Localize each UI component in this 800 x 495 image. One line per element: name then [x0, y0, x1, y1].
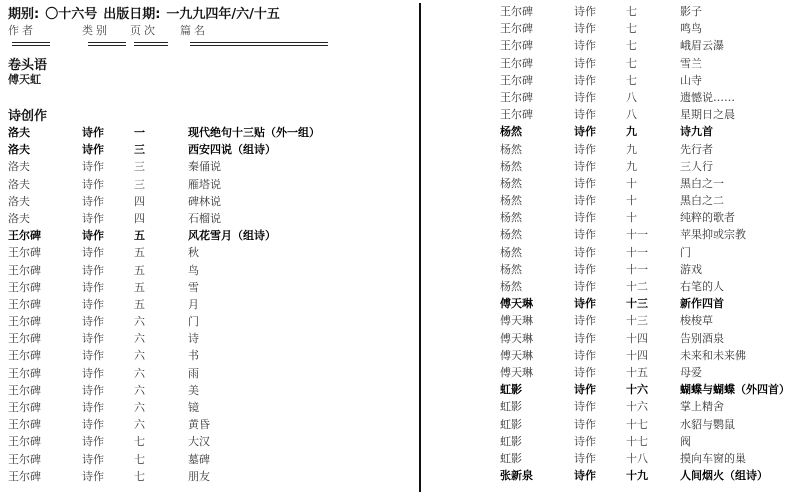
entry-page: 七	[626, 39, 637, 53]
entry-author: 王尔碑	[500, 5, 533, 18]
entry-title: 风花雪月（组诗）	[188, 229, 276, 243]
entry-category: 诗作	[574, 108, 596, 122]
entry-category: 诗作	[82, 211, 104, 225]
entry-title: 水貂与鹦鼠	[680, 417, 735, 431]
entry-category: 诗作	[574, 176, 596, 190]
entry-author: 王尔碑	[8, 366, 41, 380]
entry-page: 五	[134, 297, 145, 311]
entry-author: 王尔碑	[500, 108, 533, 122]
entry-author: 杨然	[500, 228, 522, 242]
entry-title: 石榴说	[188, 211, 221, 225]
entry-category: 诗作	[574, 56, 596, 70]
entry-page: 七	[134, 469, 145, 483]
entry-title: 月	[188, 297, 199, 311]
entry-title: 苹果抑或宗教	[680, 228, 746, 242]
entry-page: 六	[134, 383, 145, 397]
entry-author: 王尔碑	[500, 39, 533, 53]
entry-category: 诗作	[574, 365, 596, 379]
publish-date-label: 出版日期:	[103, 7, 161, 22]
entry-title: 秋	[188, 246, 199, 260]
entry-page: 九	[626, 159, 637, 173]
entry-author: 王尔碑	[8, 297, 41, 311]
entry-title: 纯粹的歌者	[680, 211, 735, 225]
entry-title: 阀	[680, 434, 691, 448]
entry-author: 王尔碑	[500, 56, 533, 70]
entry-title: 掌上精舍	[680, 400, 724, 414]
entry-title: 秦俑说	[188, 160, 221, 174]
entry-category: 诗作	[82, 452, 104, 466]
entry-category: 诗作	[574, 280, 596, 293]
entry-category: 诗作	[82, 366, 104, 380]
entry-category: 诗作	[574, 331, 596, 345]
entry-title: 西安四说（组诗）	[188, 143, 276, 157]
entry-author: 杨然	[500, 245, 522, 259]
entry-page: 十	[626, 211, 637, 225]
entry-title: 雪	[188, 280, 199, 294]
entry-category: 诗作	[82, 418, 104, 432]
entry-title: 书	[188, 349, 199, 363]
header-rule	[88, 42, 126, 46]
entry-author: 傅天琳	[500, 348, 533, 362]
entry-page: 九	[626, 125, 637, 139]
entry-author: 王尔碑	[8, 263, 41, 277]
entry-page: 十五	[626, 365, 648, 379]
entry-title: 山寺	[680, 73, 702, 87]
entry-page: 十四	[626, 331, 648, 345]
entry-author: 杨然	[500, 280, 522, 293]
entry-category: 诗作	[82, 383, 104, 397]
entry-category: 诗作	[574, 297, 596, 311]
entry-category: 诗作	[82, 143, 104, 157]
entry-author: 王尔碑	[8, 280, 41, 294]
issue-label: 期别:	[8, 7, 40, 22]
entry-page: 三	[134, 177, 145, 191]
entry-page: 七	[626, 22, 637, 36]
entry-author: 洛夫	[8, 211, 30, 225]
entry-category: 诗作	[82, 435, 104, 449]
entry-author: 王尔碑	[500, 22, 533, 36]
entry-author: 杨然	[500, 125, 522, 139]
entry-category: 诗作	[82, 349, 104, 363]
entry-author: 王尔碑	[8, 246, 41, 260]
section-title-poetry: 诗创作	[8, 109, 48, 124]
entry-title: 告别酒泉	[680, 331, 724, 345]
entry-author: 虹影	[500, 451, 522, 465]
entry-category: 诗作	[82, 315, 104, 329]
header-rule	[12, 42, 50, 46]
entry-page: 八	[626, 90, 637, 104]
entry-page: 七	[626, 56, 637, 70]
column-header-category: 类别	[82, 24, 110, 37]
entry-title: 遗憾说……	[680, 90, 735, 104]
entry-author: 杨然	[500, 194, 522, 208]
entry-page: 九	[626, 142, 637, 156]
entry-title: 现代绝句十三贴（外一组）	[188, 126, 320, 139]
entry-page: 十一	[626, 228, 648, 242]
entry-page: 十四	[626, 348, 648, 362]
entry-category: 诗作	[82, 263, 104, 277]
entry-page: 七	[134, 452, 145, 466]
entry-category: 诗作	[82, 469, 104, 483]
entry-page: 六	[134, 418, 145, 432]
entry-category: 诗作	[574, 314, 596, 328]
entry-author: 王尔碑	[500, 73, 533, 87]
entry-title: 先行者	[680, 142, 713, 156]
entry-page: 十六	[626, 383, 648, 397]
entry-category: 诗作	[574, 400, 596, 414]
entry-category: 诗作	[82, 177, 104, 191]
entry-title: 镜	[188, 401, 199, 414]
entry-title: 星期日之晨	[680, 108, 735, 122]
entry-page: 七	[626, 73, 637, 87]
preface-author: 傅天虹	[8, 73, 41, 86]
entry-page: 三	[134, 160, 145, 174]
entry-author: 洛夫	[8, 143, 30, 157]
entry-title: 鸣鸟	[680, 22, 702, 36]
entry-page: 十七	[626, 434, 648, 448]
entry-category: 诗作	[574, 125, 596, 139]
entry-title: 大汉	[188, 435, 210, 449]
entry-title: 游戏	[680, 262, 702, 276]
entry-author: 傅天琳	[500, 365, 533, 379]
entry-page: 五	[134, 280, 145, 294]
entry-author: 王尔碑	[8, 332, 41, 346]
entry-category: 诗作	[82, 229, 104, 243]
entry-category: 诗作	[574, 5, 596, 18]
entry-page: 十一	[626, 262, 648, 276]
entry-page: 十一	[626, 245, 648, 259]
entry-title: 右笔的人	[680, 280, 724, 293]
entry-author: 杨然	[500, 159, 522, 173]
entry-page: 十九	[626, 469, 648, 483]
entry-page: 十六	[626, 400, 648, 414]
entry-category: 诗作	[574, 434, 596, 448]
entry-author: 王尔碑	[8, 435, 41, 449]
entry-category: 诗作	[82, 126, 104, 139]
entry-author: 王尔碑	[500, 90, 533, 104]
entry-category: 诗作	[82, 401, 104, 414]
entry-author: 虹影	[500, 417, 522, 431]
entry-title: 峨眉云瀑	[680, 39, 724, 53]
entry-title: 朋友	[188, 469, 210, 483]
entry-category: 诗作	[574, 142, 596, 156]
entry-title: 母爱	[680, 365, 702, 379]
entry-category: 诗作	[574, 73, 596, 87]
entry-title: 三人行	[680, 159, 713, 173]
entry-title: 门	[680, 245, 691, 259]
entry-author: 王尔碑	[8, 401, 41, 414]
entry-title: 门	[188, 315, 199, 329]
entry-page: 七	[134, 435, 145, 449]
entry-author: 张新泉	[500, 469, 533, 483]
section-title-preface: 卷头语	[8, 58, 48, 73]
entry-category: 诗作	[574, 383, 596, 397]
entry-page: 五	[134, 263, 145, 277]
entry-category: 诗作	[82, 246, 104, 260]
column-header-author: 作者	[8, 24, 36, 37]
entry-page: 一	[134, 126, 145, 139]
issue-header	[8, 3, 280, 22]
entry-title: 诗	[188, 332, 199, 346]
entry-page: 五	[134, 229, 145, 243]
entry-title: 雁塔说	[188, 177, 221, 191]
entry-category: 诗作	[574, 348, 596, 362]
entry-page: 十	[626, 194, 637, 208]
entry-page: 十七	[626, 417, 648, 431]
entry-author: 杨然	[500, 211, 522, 225]
entry-author: 虹影	[500, 434, 522, 448]
entry-category: 诗作	[82, 332, 104, 346]
entry-category: 诗作	[574, 451, 596, 465]
entry-category: 诗作	[574, 90, 596, 104]
entry-author: 王尔碑	[8, 469, 41, 483]
entry-author: 傅天琳	[500, 314, 533, 328]
entry-author: 傅天琳	[500, 331, 533, 345]
entry-title: 未来和未来佛	[680, 348, 746, 362]
entry-author: 洛夫	[8, 194, 30, 208]
entry-title: 美	[188, 383, 199, 397]
entry-author: 傅天琳	[500, 297, 533, 311]
entry-title: 蝴蝶与蝴蝶（外四首）	[680, 383, 790, 397]
entry-title: 摸向车窗的巢	[680, 451, 746, 465]
entry-author: 虹影	[500, 383, 522, 397]
entry-category: 诗作	[82, 160, 104, 174]
entry-category: 诗作	[574, 469, 596, 483]
entry-title: 新作四首	[680, 297, 724, 311]
entry-title: 碑林说	[188, 194, 221, 208]
entry-category: 诗作	[574, 22, 596, 36]
entry-title: 雨	[188, 366, 199, 380]
entry-category: 诗作	[574, 211, 596, 225]
entry-title: 诗九首	[680, 125, 713, 139]
entry-title: 影子	[680, 5, 702, 18]
entry-category: 诗作	[82, 194, 104, 208]
right-column	[428, 0, 800, 495]
entry-page: 八	[626, 108, 637, 122]
column-header-title: 篇名	[180, 24, 208, 37]
entry-title: 黑白之一	[680, 176, 724, 190]
entry-page: 六	[134, 315, 145, 329]
entry-page: 十八	[626, 451, 648, 465]
entry-category: 诗作	[574, 417, 596, 431]
header-rule	[134, 42, 168, 46]
entry-title: 黑白之二	[680, 194, 724, 208]
header-rule	[190, 42, 328, 46]
entry-page: 十二	[626, 280, 648, 293]
entry-author: 杨然	[500, 262, 522, 276]
entry-title: 墓碑	[188, 452, 210, 466]
publish-date: 一九九四年/六/十五	[166, 7, 280, 22]
entry-author: 虹影	[500, 400, 522, 414]
entry-page: 六	[134, 332, 145, 346]
entry-page: 十	[626, 176, 637, 190]
entry-category: 诗作	[574, 245, 596, 259]
entry-category: 诗作	[82, 280, 104, 294]
entry-author: 杨然	[500, 142, 522, 156]
entry-category: 诗作	[574, 228, 596, 242]
column-header-page: 页次	[130, 24, 158, 37]
entry-page: 六	[134, 401, 145, 414]
entry-author: 洛夫	[8, 126, 30, 139]
entry-title: 梭梭草	[680, 314, 713, 328]
entry-author: 王尔碑	[8, 315, 41, 329]
entry-category: 诗作	[82, 297, 104, 311]
entry-category: 诗作	[574, 194, 596, 208]
entry-page: 四	[134, 194, 145, 208]
entry-category: 诗作	[574, 39, 596, 53]
entry-author: 王尔碑	[8, 349, 41, 363]
entry-page: 四	[134, 211, 145, 225]
entry-author: 王尔碑	[8, 452, 41, 466]
entry-author: 洛夫	[8, 177, 30, 191]
entry-page: 十三	[626, 297, 648, 311]
entry-author: 杨然	[500, 176, 522, 190]
entry-author: 洛夫	[8, 160, 30, 174]
entry-category: 诗作	[574, 262, 596, 276]
entry-page: 六	[134, 349, 145, 363]
issue-number: 〇十六号	[45, 7, 98, 22]
entry-page: 十三	[626, 314, 648, 328]
entry-category: 诗作	[574, 159, 596, 173]
entry-title: 鸟	[188, 263, 199, 277]
entry-page: 三	[134, 143, 145, 157]
entry-author: 王尔碑	[8, 383, 41, 397]
entry-page: 六	[134, 366, 145, 380]
entry-title: 人间烟火（组诗）	[680, 469, 768, 483]
entry-title: 黄昏	[188, 418, 210, 432]
entry-author: 王尔碑	[8, 418, 41, 432]
entry-title: 雪兰	[680, 56, 702, 70]
entry-page: 五	[134, 246, 145, 260]
entry-page: 七	[626, 5, 637, 18]
entry-author: 王尔碑	[8, 229, 41, 243]
column-divider	[419, 3, 421, 492]
